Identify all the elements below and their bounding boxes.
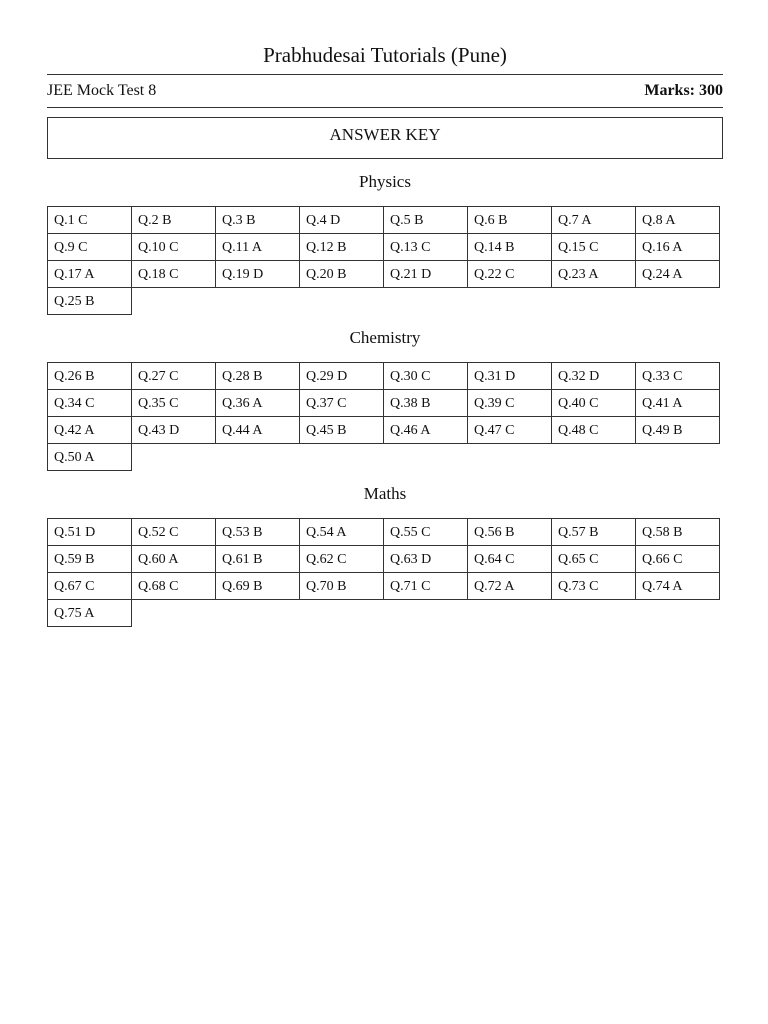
section-title-maths: Maths (363, 484, 407, 503)
answer-row (47, 261, 723, 288)
answer-cell: Q.69 B (215, 572, 300, 600)
answer-cell: Q.33 C (635, 362, 720, 390)
answer-cell: Q.68 C (131, 572, 216, 600)
answer-key-page (47, 0, 723, 627)
answer-cell: Q.64 C (467, 545, 552, 573)
answer-row (47, 417, 723, 444)
answer-row (47, 234, 723, 261)
answer-cell: Q.7 A (551, 206, 636, 234)
institute-title: Prabhudesai Tutorials (Pune) (263, 43, 507, 67)
answer-cell: Q.11 A (215, 233, 300, 261)
sections-container (47, 172, 723, 627)
answer-cell: Q.43 D (131, 416, 216, 444)
answer-cell: Q.67 C (47, 572, 132, 600)
answer-row (47, 362, 723, 390)
answer-cell: Q.72 A (467, 572, 552, 600)
answer-cell: Q.39 C (467, 389, 552, 417)
answer-key-banner (47, 117, 723, 159)
answer-row (47, 518, 723, 546)
answer-cell: Q.10 C (131, 233, 216, 261)
answer-cell: Q.34 C (47, 389, 132, 417)
test-meta-row (47, 75, 723, 107)
answer-cell: Q.57 B (551, 518, 636, 546)
answer-cell: Q.73 C (551, 572, 636, 600)
answer-cell: Q.66 C (635, 545, 720, 573)
answer-cell: Q.23 A (551, 260, 636, 288)
answer-cell: Q.56 B (467, 518, 552, 546)
answer-cell: Q.41 A (635, 389, 720, 417)
answer-cell: Q.37 C (299, 389, 384, 417)
answer-cell: Q.50 A (47, 443, 132, 471)
answer-cell: Q.8 A (635, 206, 720, 234)
answer-row (47, 600, 723, 627)
answer-cell: Q.70 B (299, 572, 384, 600)
answer-cell: Q.29 D (299, 362, 384, 390)
answer-cell: Q.24 A (635, 260, 720, 288)
answer-cell: Q.71 C (383, 572, 468, 600)
answer-cell: Q.9 C (47, 233, 132, 261)
answer-row (47, 206, 723, 234)
answer-cell: Q.4 D (299, 206, 384, 234)
answer-cell: Q.36 A (215, 389, 300, 417)
answer-key-label: ANSWER KEY (329, 125, 441, 144)
answer-cell: Q.62 C (299, 545, 384, 573)
answer-cell: Q.2 B (131, 206, 216, 234)
answer-cell: Q.58 B (635, 518, 720, 546)
answer-cell: Q.28 B (215, 362, 300, 390)
answer-cell: Q.53 B (215, 518, 300, 546)
answer-cell: Q.16 A (635, 233, 720, 261)
answer-cell: Q.3 B (215, 206, 300, 234)
total-marks: Marks: 300 (644, 82, 723, 99)
answer-cell: Q.48 C (551, 416, 636, 444)
answer-cell: Q.19 D (215, 260, 300, 288)
answer-cell: Q.52 C (131, 518, 216, 546)
answer-cell: Q.54 A (299, 518, 384, 546)
answer-cell: Q.20 B (299, 260, 384, 288)
answer-cell: Q.26 B (47, 362, 132, 390)
answer-cell: Q.55 C (383, 518, 468, 546)
answer-row (47, 546, 723, 573)
section-title-physics: Physics (359, 172, 411, 191)
answer-cell: Q.38 B (383, 389, 468, 417)
answer-cell: Q.74 A (635, 572, 720, 600)
answer-cell: Q.42 A (47, 416, 132, 444)
answer-row (47, 573, 723, 600)
answer-cell: Q.75 A (47, 599, 132, 627)
answer-row (47, 288, 723, 315)
answer-cell: Q.18 C (131, 260, 216, 288)
answer-cell: Q.32 D (551, 362, 636, 390)
answer-cell: Q.63 D (383, 545, 468, 573)
header-rule-bottom (47, 107, 723, 108)
answer-cell: Q.15 C (551, 233, 636, 261)
answer-cell: Q.13 C (383, 233, 468, 261)
answer-cell: Q.44 A (215, 416, 300, 444)
answer-cell: Q.61 B (215, 545, 300, 573)
answer-cell: Q.12 B (299, 233, 384, 261)
answer-cell: Q.14 B (467, 233, 552, 261)
answer-cell: Q.35 C (131, 389, 216, 417)
answer-cell: Q.30 C (383, 362, 468, 390)
section-title-chemistry: Chemistry (349, 328, 421, 347)
answer-cell: Q.31 D (467, 362, 552, 390)
answer-cell: Q.49 B (635, 416, 720, 444)
answer-cell: Q.17 A (47, 260, 132, 288)
answer-cell: Q.60 A (131, 545, 216, 573)
answer-cell: Q.40 C (551, 389, 636, 417)
answer-grid-chemistry (47, 362, 723, 471)
answer-cell: Q.51 D (47, 518, 132, 546)
answer-cell: Q.1 C (47, 206, 132, 234)
answer-grid-physics (47, 206, 723, 315)
answer-cell: Q.45 B (299, 416, 384, 444)
answer-cell: Q.25 B (47, 287, 132, 315)
answer-cell: Q.21 D (383, 260, 468, 288)
answer-cell: Q.5 B (383, 206, 468, 234)
answer-row (47, 390, 723, 417)
test-name: JEE Mock Test 8 (47, 82, 157, 99)
answer-cell: Q.59 B (47, 545, 132, 573)
answer-cell: Q.46 A (383, 416, 468, 444)
answer-cell: Q.22 C (467, 260, 552, 288)
answer-cell: Q.65 C (551, 545, 636, 573)
answer-cell: Q.47 C (467, 416, 552, 444)
answer-row (47, 444, 723, 471)
answer-grid-maths (47, 518, 723, 627)
answer-cell: Q.6 B (467, 206, 552, 234)
answer-cell: Q.27 C (131, 362, 216, 390)
